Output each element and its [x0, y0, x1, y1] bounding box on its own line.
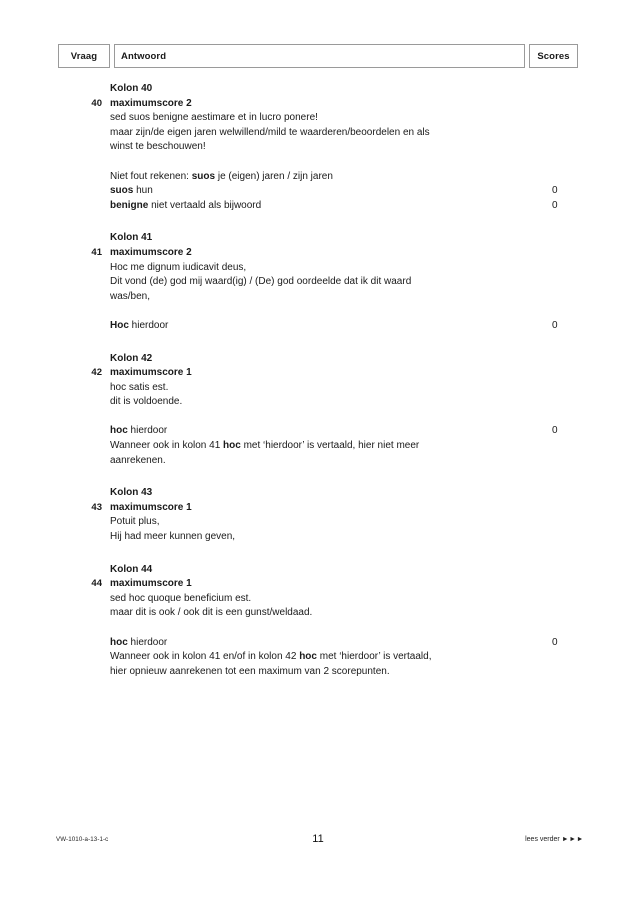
answer-line: sed hoc quoque beneficium est. — [110, 592, 252, 604]
note-text: hier opnieuw aanrekenen tot een maximum van 2 scorepunten. — [110, 665, 390, 677]
note-score: 0 — [552, 636, 558, 648]
answer-table-header — [58, 44, 578, 68]
answer-line-row — [58, 606, 578, 621]
note-row — [58, 650, 578, 665]
question-block — [58, 231, 578, 333]
answer-line: was/ben, — [110, 290, 151, 302]
spacer — [58, 621, 578, 636]
page-footer — [0, 833, 636, 855]
answer-line-row — [58, 395, 578, 410]
note-text: suos hun — [110, 185, 153, 197]
max-score-row — [58, 501, 578, 516]
answer-line-row — [58, 592, 578, 607]
question-number: 40 — [91, 97, 102, 109]
lees-verder-label — [525, 836, 584, 843]
note-row — [58, 454, 578, 469]
answer-line: Hij had meer kunnen geven, — [110, 531, 236, 543]
question-number: 42 — [91, 367, 102, 379]
spacer — [58, 304, 578, 319]
answer-line-row — [58, 515, 578, 530]
note-row — [58, 439, 578, 454]
answer-line-row — [58, 275, 578, 290]
note-text: hoc hierdoor — [110, 636, 168, 648]
kolon-title-row — [58, 352, 578, 367]
answer-line: maar dit is ook / ook dit is een gunst/weldaad. — [110, 607, 313, 619]
answer-line: Potuit plus, — [110, 516, 160, 528]
note-score: 0 — [552, 319, 558, 331]
note-text: Wanneer ook in kolon 41 hoc met ‘hierdoor’ is vertaald, hier niet meer — [110, 440, 420, 452]
note-score: 0 — [552, 199, 558, 211]
max-score-label: maximumscore 1 — [110, 578, 192, 590]
answer-line: sed suos benigne aestimare et in lucro ponere! — [110, 112, 318, 124]
question-number: 41 — [91, 246, 102, 258]
answer-line-row — [58, 381, 578, 396]
max-score-row — [58, 366, 578, 381]
exam-code-label: VW-1010-a-13-1-c — [56, 836, 109, 843]
triangle-right-icon: ►►► — [561, 836, 584, 843]
block-spacer — [58, 468, 578, 486]
answer-line-row — [58, 111, 578, 126]
note-text: Hoc hierdoor — [110, 319, 169, 331]
lees-verder-text: lees verder — [525, 836, 560, 843]
answer-line-row — [58, 530, 578, 545]
note-row — [58, 665, 578, 680]
question-block — [58, 563, 578, 680]
kolon-title-row — [58, 563, 578, 578]
kolon-title-row — [58, 82, 578, 97]
answer-line: Hoc me dignum iudicavit deus, — [110, 261, 247, 273]
max-score-row — [58, 246, 578, 261]
question-number: 43 — [91, 501, 102, 513]
block-spacer — [58, 213, 578, 231]
question-block — [58, 82, 578, 213]
note-row — [58, 199, 578, 214]
note-score: 0 — [552, 185, 558, 197]
max-score-label: maximumscore 2 — [110, 97, 192, 109]
note-row — [58, 424, 578, 439]
column-header-scores: Scores — [529, 44, 578, 68]
note-text: hoc hierdoor — [110, 425, 168, 437]
note-row — [58, 170, 578, 185]
answer-line: hoc satis est. — [110, 381, 169, 393]
column-header-antwoord: Antwoord — [114, 44, 525, 68]
answer-line: Dit vond (de) god mij waard(ig) / (De) god oordeelde dat ik dit waard — [110, 276, 412, 288]
max-score-label: maximumscore 2 — [110, 246, 192, 258]
kolon-title: Kolon 42 — [110, 352, 153, 364]
note-text: benigne niet vertaald als bijwoord — [110, 199, 262, 211]
answer-line: dit is voldoende. — [110, 396, 183, 408]
max-score-label: maximumscore 1 — [110, 501, 192, 513]
max-score-row — [58, 97, 578, 112]
answer-model-content — [58, 82, 578, 679]
answer-line-row — [58, 140, 578, 155]
note-row — [58, 184, 578, 199]
spacer — [58, 155, 578, 170]
kolon-title-row — [58, 231, 578, 246]
question-block — [58, 486, 578, 544]
note-row — [58, 319, 578, 334]
kolon-title: Kolon 40 — [110, 83, 153, 94]
block-spacer — [58, 334, 578, 352]
max-score-label: maximumscore 1 — [110, 367, 192, 379]
question-block — [58, 352, 578, 469]
max-score-row — [58, 577, 578, 592]
note-row — [58, 636, 578, 651]
answer-line-row — [58, 261, 578, 276]
answer-line-row — [58, 290, 578, 305]
note-text: Wanneer ook in kolon 41 en/of in kolon 42 hoc met ‘hierdoor’ is vertaald, — [110, 651, 432, 663]
note-text: Niet fout rekenen: suos je (eigen) jaren / zijn jaren — [110, 170, 333, 182]
column-header-vraag: Vraag — [58, 44, 110, 68]
answer-line: maar zijn/de eigen jaren welwillend/mild te waarderen/beoordelen en als — [110, 126, 430, 138]
note-text: aanrekenen. — [110, 454, 166, 466]
note-score: 0 — [552, 425, 558, 437]
kolon-title-row — [58, 486, 578, 501]
kolon-title: Kolon 44 — [110, 563, 153, 575]
kolon-title: Kolon 41 — [110, 232, 153, 244]
answer-line-row — [58, 126, 578, 141]
kolon-title: Kolon 43 — [110, 487, 153, 499]
spacer — [58, 410, 578, 425]
answer-line: winst te beschouwen! — [110, 141, 206, 153]
question-number: 44 — [91, 578, 102, 590]
block-spacer — [58, 545, 578, 563]
page-number: 11 — [312, 833, 324, 845]
